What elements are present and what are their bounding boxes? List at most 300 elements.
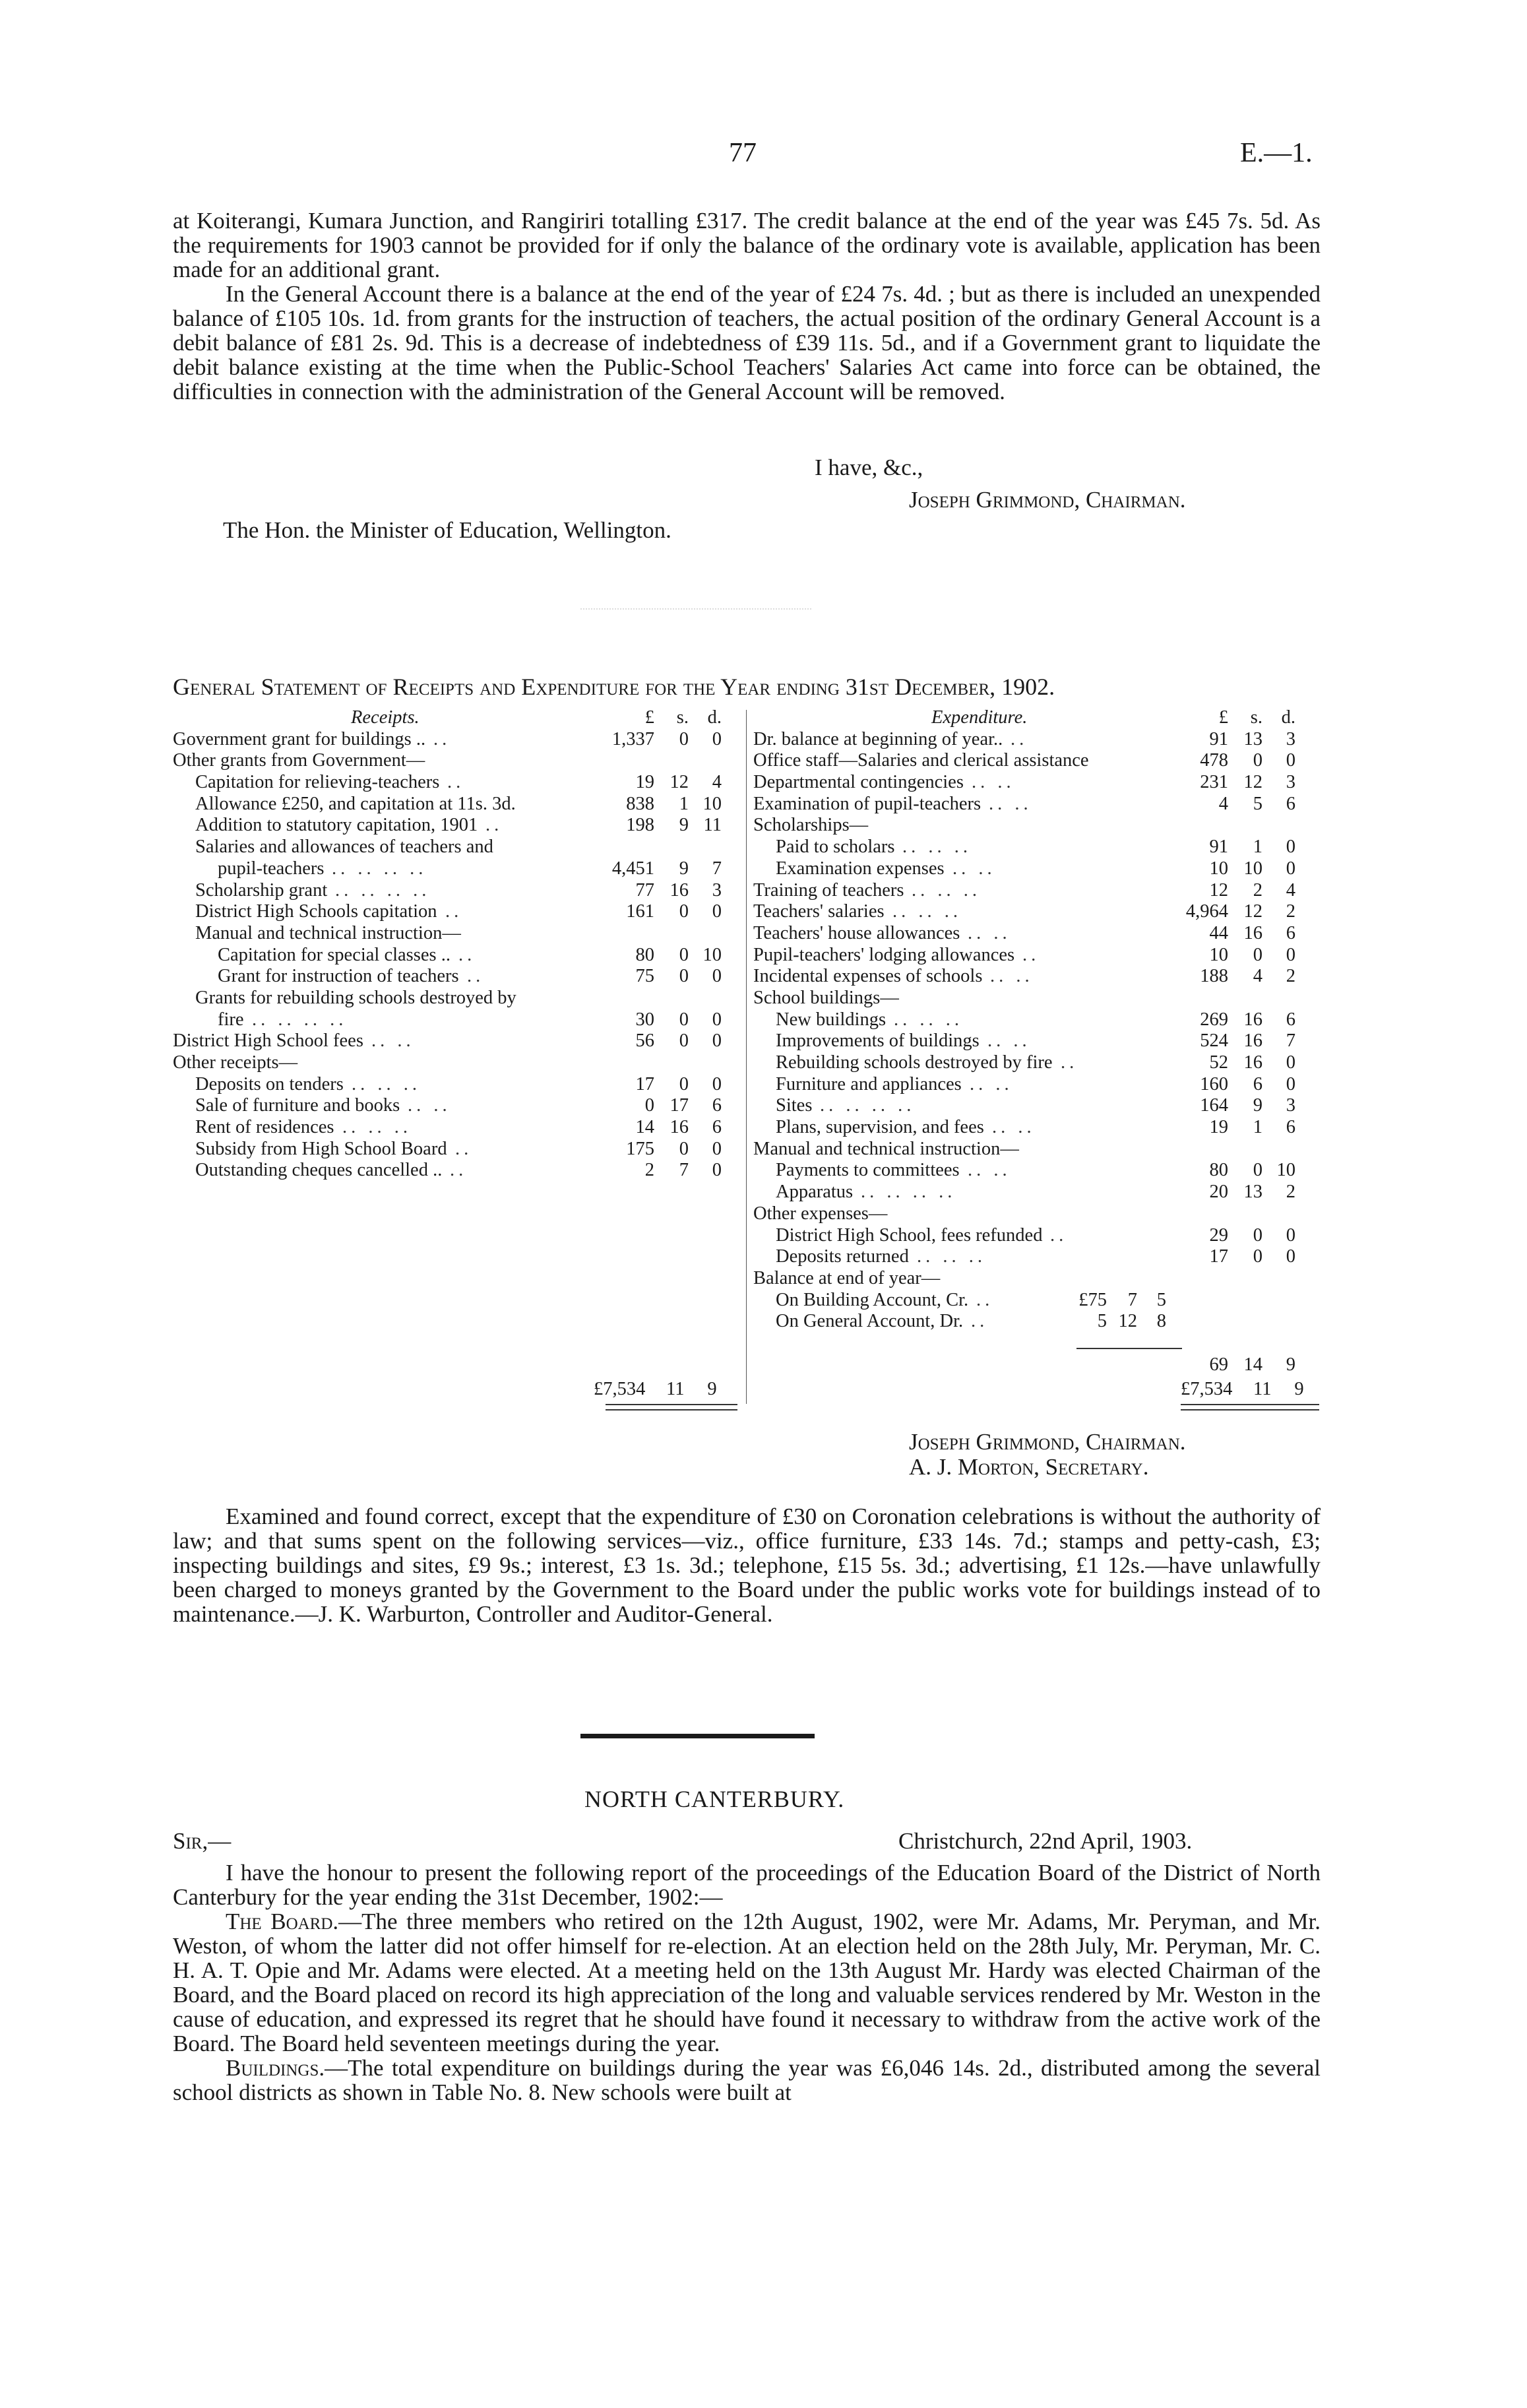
- amount-d: 4: [712, 772, 722, 793]
- leader-dots: ..: [447, 772, 465, 793]
- letter-closing: I have, &c.,: [815, 455, 923, 480]
- balance-amount-s: 7: [1127, 1289, 1137, 1310]
- account-line-label: Allowance £250, and capitation at 11s. 3d.: [195, 793, 516, 814]
- amount-d: 6: [712, 1117, 722, 1138]
- account-line-label: Other expenses—: [753, 1203, 888, 1224]
- account-line: [173, 1139, 741, 1160]
- amount-s: 17: [670, 1095, 689, 1116]
- amount-pounds: 10: [1209, 858, 1228, 879]
- account-line-label: Scholarship grant: [195, 879, 328, 901]
- account-line: [173, 772, 741, 794]
- intro-paragraph: at Koiterangi, Kumara Junction, and Rangiriri totalling £317. The credit balance at the end of the year was £45 7s. 5d. As the requirements for 1903 cannot be provided for if only the balance of the ordinary vote is available, application has been made for an additional grant.: [173, 208, 1321, 282]
- receipts-total-pence: 9: [707, 1379, 717, 1399]
- leader-dots: .. ..: [972, 772, 1015, 793]
- letter-signatory: Joseph Grimmond, Chairman.: [909, 487, 1186, 513]
- amount-s: 0: [679, 944, 689, 965]
- balance-line-label: On Building Account, Cr.: [776, 1289, 969, 1310]
- amount-s: 10: [1243, 858, 1262, 879]
- account-line-label: Subsidy from High School Board: [195, 1138, 447, 1159]
- account-line-label: School buildings—: [753, 987, 899, 1008]
- amount-d: 3: [1286, 772, 1295, 793]
- amount-pounds: 175: [626, 1138, 654, 1159]
- account-line-label: Deposits returned: [776, 1246, 909, 1267]
- account-line: [753, 858, 1321, 880]
- account-line: [753, 1203, 1321, 1225]
- account-line: [753, 923, 1321, 945]
- account-line-label: Teachers' house allowances: [753, 922, 960, 943]
- leader-dots: .. ..: [992, 1117, 1036, 1138]
- amount-pounds: 10: [1209, 944, 1228, 965]
- account-line: [753, 880, 1321, 902]
- amount-pounds: 80: [635, 944, 654, 965]
- leader-dots: .. ..: [968, 1160, 1011, 1181]
- leader-dots: .. .. ..: [894, 1009, 963, 1030]
- amount-s: 13: [1243, 728, 1262, 749]
- amount-d: 0: [712, 1073, 722, 1094]
- account-line: [753, 901, 1321, 923]
- letter-addressee: The Hon. the Minister of Education, Wellington.: [223, 517, 671, 543]
- account-line-label: Sale of furniture and books: [195, 1095, 400, 1116]
- account-line: [173, 729, 741, 751]
- amount-s: 1: [1253, 1117, 1262, 1138]
- account-line: [173, 988, 741, 1009]
- audit-note: Examined and found correct, except that the expenditure of £30 on Coronation celebrations is without the authority of law; and that sums spent on the following services—viz., office furniture, £33 14s. 7d.; stamps and petty-cash, £3; inspecting buildings and sites, £9 9s.; interest, £3 1s. 3d.; telephone, £15 5s. 3d.; advertising, £1 12s.—have unlawfully been charged to moneys granted by the Government to the Board under the public works vote for buildings instead of to maintenance.—J. K. Warburton, Controller and Auditor-General.: [173, 1504, 1321, 1627]
- board-heading: The Board.: [226, 1909, 339, 1934]
- leader-dots: .. ..: [371, 1030, 415, 1052]
- leader-dots: ..: [1011, 728, 1028, 749]
- amount-pounds: 838: [626, 793, 654, 814]
- spacer-row: [753, 1333, 1321, 1354]
- account-line: [753, 1268, 1321, 1290]
- account-line: [753, 1074, 1321, 1096]
- amount-pounds: 4,964: [1185, 901, 1228, 922]
- amount-s: 16: [1243, 1009, 1262, 1030]
- account-line: [753, 750, 1321, 772]
- account-line-label: Examination of pupil-teachers: [753, 793, 982, 814]
- amount-d: 0: [1286, 1073, 1295, 1094]
- amount-s: 1: [679, 793, 689, 814]
- balance-line-label: On General Account, Dr.: [776, 1311, 964, 1332]
- amount-d: 6: [712, 1095, 722, 1116]
- account-line-label: Departmental contingencies: [753, 772, 964, 793]
- amount-pounds: 1,337: [611, 728, 654, 749]
- amount-pounds: 19: [635, 772, 654, 793]
- place-date: Christchurch, 22nd April, 1903.: [898, 1828, 1193, 1854]
- account-line: [753, 966, 1321, 988]
- amount-d: 0: [712, 1138, 722, 1159]
- account-line-label: Other receipts—: [173, 1052, 298, 1073]
- col-pounds: £: [644, 707, 654, 728]
- amount-d: 0: [1286, 750, 1295, 771]
- amount-s: 0: [679, 901, 689, 922]
- amount-s: 2: [1253, 879, 1262, 901]
- amount-s: 12: [670, 772, 689, 793]
- leader-dots: .. .. .. ..: [861, 1182, 956, 1203]
- account-line: [173, 923, 741, 945]
- total-double-rule: [1181, 1404, 1319, 1410]
- amount-s: 0: [679, 1009, 689, 1030]
- account-line-label: Improvements of buildings: [776, 1030, 980, 1052]
- amount-d: 6: [1286, 1009, 1295, 1030]
- receipts-column: [173, 707, 741, 1182]
- leader-dots: .. .. ..: [352, 1073, 421, 1094]
- amount-s: 5: [1253, 793, 1262, 814]
- amount-d: 10: [1276, 1160, 1295, 1181]
- amount-s: 0: [679, 1073, 689, 1094]
- leader-dots: ..: [445, 901, 463, 922]
- amount-s: 16: [670, 1117, 689, 1138]
- intro-paragraph: In the General Account there is a balance at the end of the year of £24 7s. 4d. ; but as there is included an unexpended balance of £105 10s. 1d. from grants for the instruction of teachers, the actual position of the ordinary General Account is a debit balance of £81 2s. 9d. This is a decrease of indebtedness of £39 11s. 5d., and if a Government grant to liquidate the debit balance existing at the time when the Public-School Teachers' Salaries Act came into force can be obtained, the difficulties in connection with the administration of the General Account will be removed.: [173, 281, 1321, 404]
- account-line: [173, 1074, 741, 1096]
- leader-dots: ..: [455, 1138, 473, 1159]
- account-line-label: Pupil-teachers' lodging allowances: [753, 944, 1015, 965]
- amount-d: 2: [1286, 901, 1295, 922]
- leader-dots: .. ..: [989, 793, 1032, 814]
- account-line-label: Sites: [776, 1095, 813, 1116]
- amount-s: 16: [1243, 1030, 1262, 1052]
- account-line-label: Government grant for buildings ..: [173, 728, 426, 749]
- amount-pounds: 14: [635, 1117, 654, 1138]
- account-line: [753, 1225, 1321, 1247]
- leader-dots: ..: [1061, 1052, 1078, 1073]
- buildings-heading: Buildings.: [226, 2055, 325, 2081]
- balance-net-pounds: 69: [1209, 1354, 1228, 1375]
- amount-s: 0: [679, 1138, 689, 1159]
- amount-d: 2: [1286, 1182, 1295, 1203]
- balance-line: [753, 1311, 1321, 1333]
- account-line: [753, 794, 1321, 815]
- account-line: [753, 1052, 1321, 1074]
- amount-pounds: 75: [635, 966, 654, 987]
- leader-dots: .. .. ..: [902, 837, 972, 858]
- amount-pounds: 52: [1209, 1052, 1228, 1073]
- account-line: [753, 1139, 1321, 1160]
- balance-amount-d: 8: [1156, 1311, 1166, 1332]
- amount-pounds: 4: [1218, 793, 1228, 814]
- amount-pounds: 77: [635, 879, 654, 901]
- amount-d: 0: [712, 1009, 722, 1030]
- amount-pounds: 2: [644, 1160, 654, 1181]
- account-line-label: Salaries and allowances of teachers and: [195, 837, 493, 858]
- amount-d: 7: [1286, 1030, 1295, 1052]
- account-line-label: Grant for instruction of teachers: [218, 966, 459, 987]
- account-line: [753, 837, 1321, 858]
- account-line: [753, 729, 1321, 751]
- account-line: [173, 1009, 741, 1031]
- amount-d: 0: [712, 1160, 722, 1181]
- account-line: [173, 901, 741, 923]
- amount-pounds: 160: [1200, 1073, 1228, 1094]
- report-board-paragraph: [173, 1909, 1321, 2056]
- amount-s: 0: [679, 966, 689, 987]
- amount-s: 0: [1253, 1246, 1262, 1267]
- amount-pounds: 30: [635, 1009, 654, 1030]
- section-title: NORTH CANTERBURY.: [584, 1786, 845, 1812]
- account-line-label: Rebuilding schools destroyed by fire: [776, 1052, 1053, 1073]
- account-line-label: District High Schools capitation: [195, 901, 437, 922]
- amount-d: 7: [712, 858, 722, 879]
- amount-d: 6: [1286, 793, 1295, 814]
- expenditure-total-shillings: 11: [1253, 1379, 1272, 1399]
- leader-dots: .. .. ..: [342, 1117, 412, 1138]
- account-line-label: pupil-teachers: [218, 858, 325, 879]
- amount-s: 4: [1253, 966, 1262, 987]
- amount-s: 12: [1243, 772, 1262, 793]
- intro-text: [173, 208, 1321, 404]
- balance-amount-pounds: £75: [1078, 1289, 1107, 1310]
- leader-dots: .. .. .. ..: [332, 858, 427, 879]
- amount-pounds: 91: [1209, 728, 1228, 749]
- leader-dots: .. ..: [968, 922, 1011, 943]
- account-line: [753, 1030, 1321, 1052]
- account-line-label: Furniture and appliances: [776, 1073, 962, 1094]
- balance-net-line: [753, 1354, 1321, 1376]
- amount-s: 12: [1243, 901, 1262, 922]
- account-line-label: Manual and technical instruction—: [195, 922, 461, 943]
- account-line-label: Apparatus: [776, 1182, 854, 1203]
- account-line: [753, 988, 1321, 1009]
- amount-pounds: 80: [1209, 1160, 1228, 1181]
- account-line-label: Manual and technical instruction—: [753, 1138, 1019, 1159]
- expenditure-total: [1181, 1379, 1304, 1400]
- amount-d: 6: [1286, 922, 1295, 943]
- amount-pounds: 44: [1209, 922, 1228, 943]
- account-line: [753, 1182, 1321, 1203]
- leader-dots: ..: [976, 1289, 994, 1310]
- amount-d: 0: [1286, 1224, 1295, 1246]
- account-line: [173, 1160, 741, 1182]
- account-line-label: Grants for rebuilding schools destroyed by: [195, 987, 516, 1008]
- amount-pounds: 478: [1200, 750, 1228, 771]
- account-line-label: fire: [218, 1009, 244, 1030]
- account-line-label: Capitation for special classes ..: [218, 944, 451, 965]
- amount-pounds: 20: [1209, 1182, 1228, 1203]
- account-line: [753, 1246, 1321, 1268]
- col-pence: d.: [1281, 707, 1295, 728]
- amount-d: 10: [702, 793, 722, 814]
- expenditure-total-pounds: £7,534: [1181, 1379, 1233, 1399]
- account-line: [173, 750, 741, 772]
- account-line-label: Scholarships—: [753, 815, 869, 836]
- amount-d: 3: [1286, 728, 1295, 749]
- amount-d: 0: [1286, 1246, 1295, 1267]
- account-line: [173, 794, 741, 815]
- total-double-rule: [606, 1404, 737, 1410]
- amount-d: 0: [1286, 858, 1295, 879]
- amount-d: 0: [712, 901, 722, 922]
- amount-pounds: 231: [1200, 772, 1228, 793]
- account-line-label: Plans, supervision, and fees: [776, 1117, 984, 1138]
- leader-dots: .. .. .. ..: [820, 1095, 916, 1116]
- account-line-label: Deposits on tenders: [195, 1073, 344, 1094]
- account-line: [753, 945, 1321, 966]
- account-line: [173, 815, 741, 837]
- amount-pounds: 0: [644, 1095, 654, 1116]
- balance-amount-d: 5: [1156, 1289, 1166, 1310]
- amount-d: 0: [712, 1030, 722, 1052]
- account-line-label: Outstanding cheques cancelled ..: [195, 1160, 443, 1181]
- leader-dots: ..: [433, 728, 451, 749]
- leader-dots: .. ..: [987, 1030, 1031, 1052]
- balance-net-d: 9: [1286, 1354, 1295, 1375]
- salutation: Sir,—: [173, 1828, 232, 1854]
- account-line: [173, 1095, 741, 1117]
- leader-dots: .. .. ..: [912, 879, 981, 901]
- receipts-total-shillings: 11: [666, 1379, 685, 1399]
- amount-s: 1: [1253, 837, 1262, 858]
- amount-s: 16: [670, 879, 689, 901]
- col-shillings: s.: [676, 707, 689, 728]
- leader-dots: .. .. .. ..: [335, 879, 431, 901]
- amount-d: 10: [702, 944, 722, 965]
- account-line: [173, 858, 741, 880]
- expenditure-label: Expenditure.: [931, 707, 1028, 728]
- amount-d: 11: [703, 815, 722, 836]
- amount-pounds: 161: [626, 901, 654, 922]
- amount-pounds: 17: [635, 1073, 654, 1094]
- statement-signatory-secretary: A. J. Morton, Secretary.: [909, 1454, 1149, 1480]
- account-line-label: Addition to statutory capitation, 1901: [195, 815, 478, 836]
- account-line: [173, 837, 741, 858]
- account-line-label: Balance at end of year—: [753, 1267, 941, 1288]
- account-line-label: District High School fees: [173, 1030, 363, 1052]
- amount-s: 13: [1243, 1182, 1262, 1203]
- leader-dots: ..: [1050, 1224, 1068, 1246]
- amount-d: 6: [1286, 1117, 1295, 1138]
- statement-heading-text: General Statement of Receipts and Expenditure for the Year ending 31st December, 1902.: [173, 674, 1055, 700]
- account-line: [173, 945, 741, 966]
- amount-pounds: 91: [1209, 837, 1228, 858]
- amount-s: 16: [1243, 1052, 1262, 1073]
- amount-d: 4: [1286, 879, 1295, 901]
- balance-amount-pounds: 5: [1097, 1311, 1107, 1332]
- account-line-label: Rent of residences: [195, 1117, 334, 1138]
- document-code: E.—1.: [1240, 138, 1313, 168]
- amount-s: 0: [679, 1030, 689, 1052]
- amount-s: 9: [679, 858, 689, 879]
- amount-s: 9: [1253, 1095, 1262, 1116]
- board-text: —The three members who retired on the 12th August, 1902, were Mr. Adams, Mr. Peryman, and Mr. Weston, of whom the latter did not offer himself for re-election. At an election held on the 28th July, Mr. Peryman, Mr. C. H. A. T. Opie and Mr. Adams were elected. At a meeting held on the 13th August Mr. Hardy was elected Chairman of the Board, and the Board placed on record its high appreciation of the long and valuable services rendered by Mr. Weston in the cause of education, and expressed its regret that he should have found it necessary to withdraw from the active work of the Board. The Board held seventeen meetings during the year.: [173, 1909, 1321, 2056]
- account-line: [753, 1009, 1321, 1031]
- amount-pounds: 188: [1200, 966, 1228, 987]
- amount-pounds: 4,451: [611, 858, 654, 879]
- leader-dots: .. ..: [408, 1095, 451, 1116]
- heavy-separator: [580, 1734, 815, 1738]
- buildings-text: —The total expenditure on buildings during the year was £6,046 14s. 2d., distributed among the several school districts as shown in Table No. 8. New schools were built at: [173, 2055, 1321, 2105]
- balance-net-s: 14: [1243, 1354, 1262, 1375]
- statement-signatory-chairman: Joseph Grimmond, Chairman.: [909, 1429, 1186, 1455]
- account-line: [173, 1030, 741, 1052]
- amount-s: 0: [679, 728, 689, 749]
- receipts-total-pounds: £7,534: [594, 1379, 646, 1399]
- amount-pounds: 524: [1200, 1030, 1228, 1052]
- account-line: [753, 1117, 1321, 1139]
- receipts-label: Receipts.: [351, 707, 420, 728]
- col-pence: d.: [707, 707, 722, 728]
- amount-d: 0: [712, 728, 722, 749]
- account-line: [753, 815, 1321, 837]
- leader-dots: .. ..: [952, 858, 996, 879]
- account-line: [753, 1160, 1321, 1182]
- account-line-label: Payments to committees: [776, 1160, 960, 1181]
- receipts-total: [594, 1379, 717, 1400]
- amount-pounds: 29: [1209, 1224, 1228, 1246]
- leader-dots: .. .. ..: [892, 901, 962, 922]
- amount-pounds: 12: [1209, 879, 1228, 901]
- amount-s: 0: [1253, 750, 1262, 771]
- account-line-label: Training of teachers: [753, 879, 904, 901]
- expenditure-column: [753, 707, 1321, 1376]
- amount-s: 0: [1253, 944, 1262, 965]
- statement-heading: [173, 673, 1321, 701]
- account-line-label: District High School, fees refunded: [776, 1224, 1043, 1246]
- amount-pounds: 198: [626, 815, 654, 836]
- account-line: [173, 1052, 741, 1074]
- leader-dots: ..: [1022, 944, 1040, 965]
- report-buildings-paragraph: [173, 2056, 1321, 2105]
- leader-dots: ..: [458, 944, 476, 965]
- leader-dots: .. .. ..: [917, 1246, 986, 1267]
- account-line: [173, 966, 741, 988]
- amount-s: 16: [1243, 922, 1262, 943]
- account-line-label: Paid to scholars: [776, 837, 895, 858]
- amount-d: 0: [1286, 837, 1295, 858]
- leader-dots: ..: [971, 1311, 989, 1332]
- account-line-label: Dr. balance at beginning of year..: [753, 728, 1003, 749]
- account-line: [753, 772, 1321, 794]
- account-line-label: Capitation for relieving-teachers: [195, 772, 440, 793]
- expenditure-total-pence: 9: [1294, 1379, 1304, 1399]
- account-line: [173, 880, 741, 902]
- account-line-label: New buildings: [776, 1009, 887, 1030]
- balance-line: [753, 1290, 1321, 1312]
- account-line: [173, 1117, 741, 1139]
- amount-d: 0: [1286, 1052, 1295, 1073]
- amount-d: 2: [1286, 966, 1295, 987]
- col-pounds: £: [1218, 707, 1228, 728]
- amount-d: 3: [1286, 1095, 1295, 1116]
- leader-dots: ..: [450, 1160, 468, 1181]
- account-line: [753, 1095, 1321, 1117]
- amount-s: 0: [1253, 1224, 1262, 1246]
- account-line-label: Office staff—Salaries and clerical assistance: [753, 750, 1089, 771]
- account-line-label: Incidental expenses of schools: [753, 966, 983, 987]
- amount-pounds: 164: [1200, 1095, 1228, 1116]
- account-line-label: Other grants from Government—: [173, 750, 425, 771]
- section-separator: [580, 608, 811, 610]
- amount-pounds: 269: [1200, 1009, 1228, 1030]
- amount-s: 0: [1253, 1160, 1262, 1181]
- amount-pounds: 56: [635, 1030, 654, 1052]
- amount-d: 0: [1286, 944, 1295, 965]
- amount-d: 3: [712, 879, 722, 901]
- amount-pounds: 17: [1209, 1246, 1228, 1267]
- balance-amount-s: 12: [1118, 1311, 1137, 1332]
- amount-s: 9: [679, 815, 689, 836]
- north-canterbury-report: [173, 1860, 1321, 2105]
- col-shillings: s.: [1250, 707, 1262, 728]
- amount-s: 6: [1253, 1073, 1262, 1094]
- leader-dots: .. ..: [990, 966, 1034, 987]
- account-line-label: Teachers' salaries: [753, 901, 885, 922]
- leader-dots: ..: [485, 815, 503, 836]
- amount-s: 7: [679, 1160, 689, 1181]
- amount-d: 0: [712, 966, 722, 987]
- account-line-label: Examination expenses: [776, 858, 945, 879]
- page-number: 77: [729, 138, 757, 168]
- amount-pounds: 19: [1209, 1117, 1228, 1138]
- subtotal-rule: [1076, 1348, 1182, 1349]
